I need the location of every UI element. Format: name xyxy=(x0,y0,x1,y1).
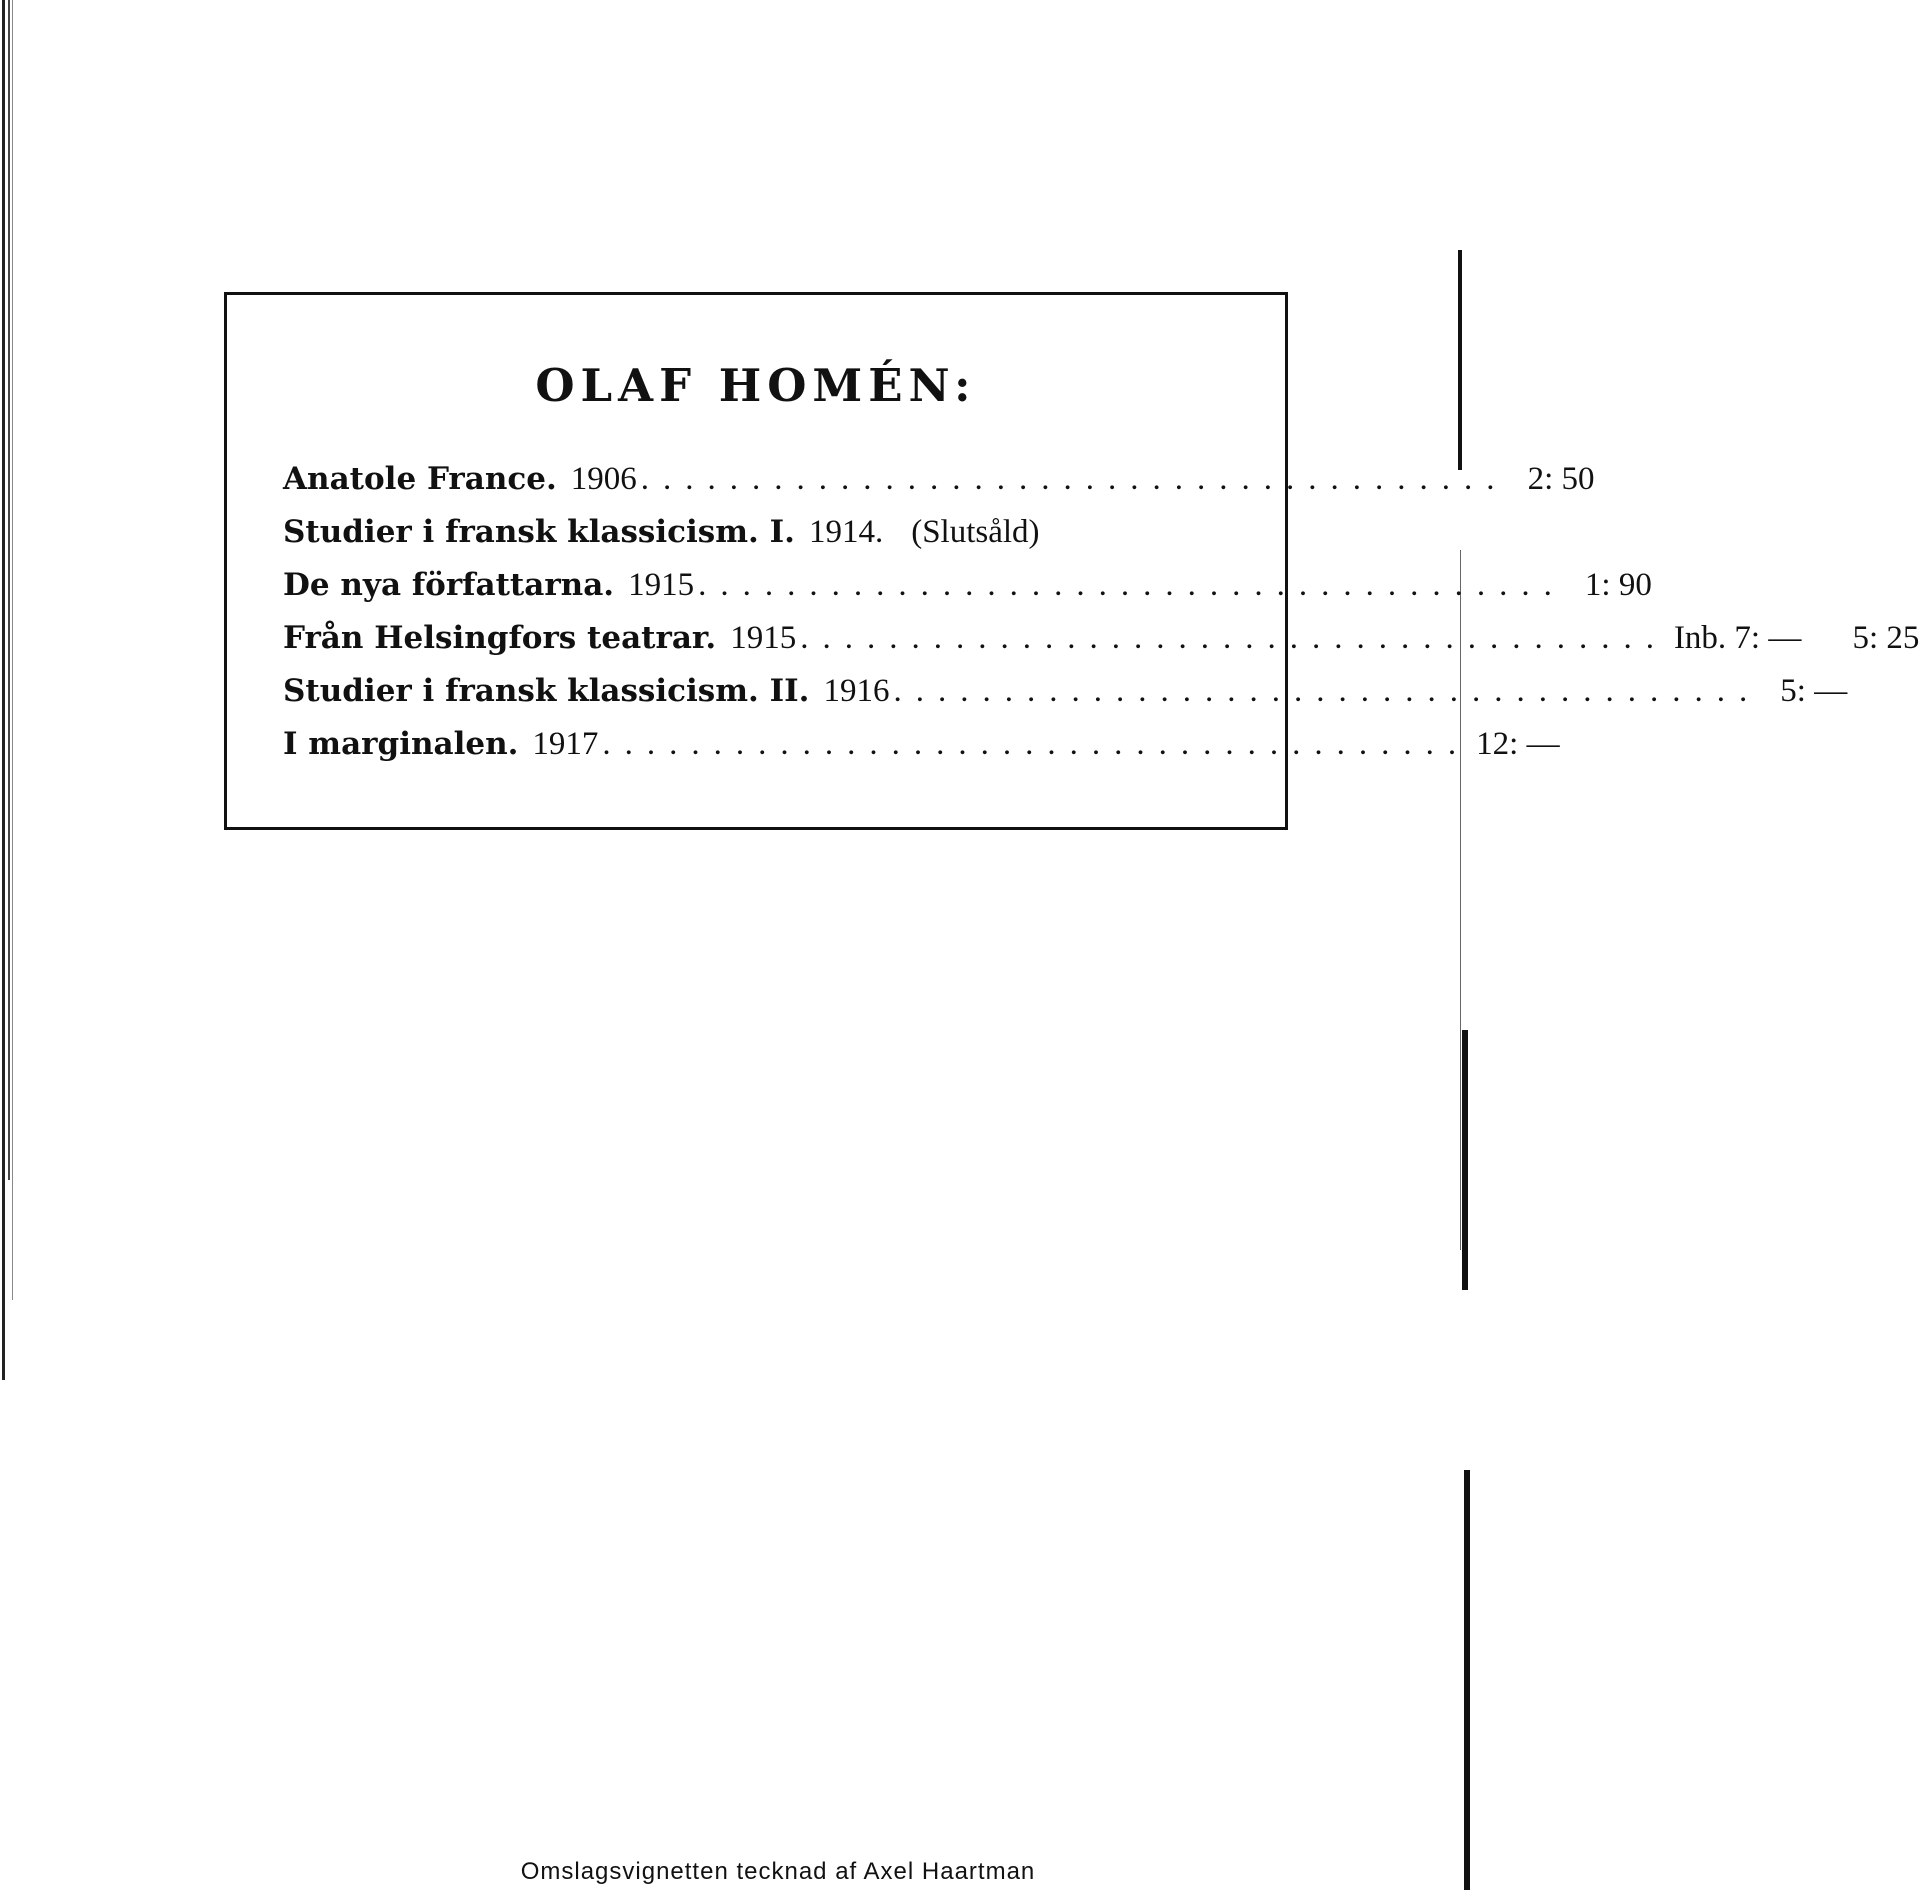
publication-entry xyxy=(283,718,1560,771)
publication-list xyxy=(283,453,1919,771)
entry-title: Studier i fransk klassicism. II. xyxy=(283,673,810,709)
author-heading: OLAF HOMÉN: xyxy=(535,359,977,412)
entry-title: Anatole France. xyxy=(283,461,557,497)
publication-list-box xyxy=(224,292,1919,830)
entry-year: 1915 xyxy=(730,620,797,656)
entry-title: De nya författarna. xyxy=(283,567,615,603)
dot-leader: ....................................... xyxy=(893,673,1762,709)
publication-entry xyxy=(283,506,1243,559)
entry-year: 1916 xyxy=(823,673,890,709)
entry-price: 12: — xyxy=(1476,726,1560,762)
publication-entry xyxy=(283,612,1919,665)
entry-year: 1917 xyxy=(532,726,599,762)
entry-price: 1: 90 xyxy=(1584,567,1652,603)
entry-title: Studier i fransk klassicism. I. xyxy=(283,514,795,550)
dot-leader: ....................................... xyxy=(800,620,1668,656)
publication-entry xyxy=(283,665,1848,718)
entry-title: I marginalen. xyxy=(283,726,519,762)
entry-year: 1915 xyxy=(628,567,695,603)
entry-title: Från Helsingfors teatrar. xyxy=(283,620,717,656)
publication-entry xyxy=(283,559,1652,612)
entry-price: 2: 50 xyxy=(1527,461,1595,497)
cover-vignette-credit: Omslagsvignetten tecknad af Axel Haartman xyxy=(520,1858,1036,1885)
publication-entry xyxy=(283,453,1595,506)
dot-leader: ....................................... xyxy=(698,567,1566,603)
dot-leader: ....................................... xyxy=(640,461,1509,497)
entry-price: 5: — xyxy=(1780,673,1848,709)
entry-year: 1906 xyxy=(570,461,637,497)
entry-bound-price: Inb. 7: — xyxy=(1673,620,1802,656)
scan-binding-edge-left xyxy=(0,0,14,1890)
entry-year: 1914. xyxy=(808,514,884,550)
entry-note: (Slutsåld) xyxy=(911,514,1040,550)
dot-leader: ....................................... xyxy=(602,726,1471,762)
entry-price: 5: 25 xyxy=(1852,620,1919,656)
